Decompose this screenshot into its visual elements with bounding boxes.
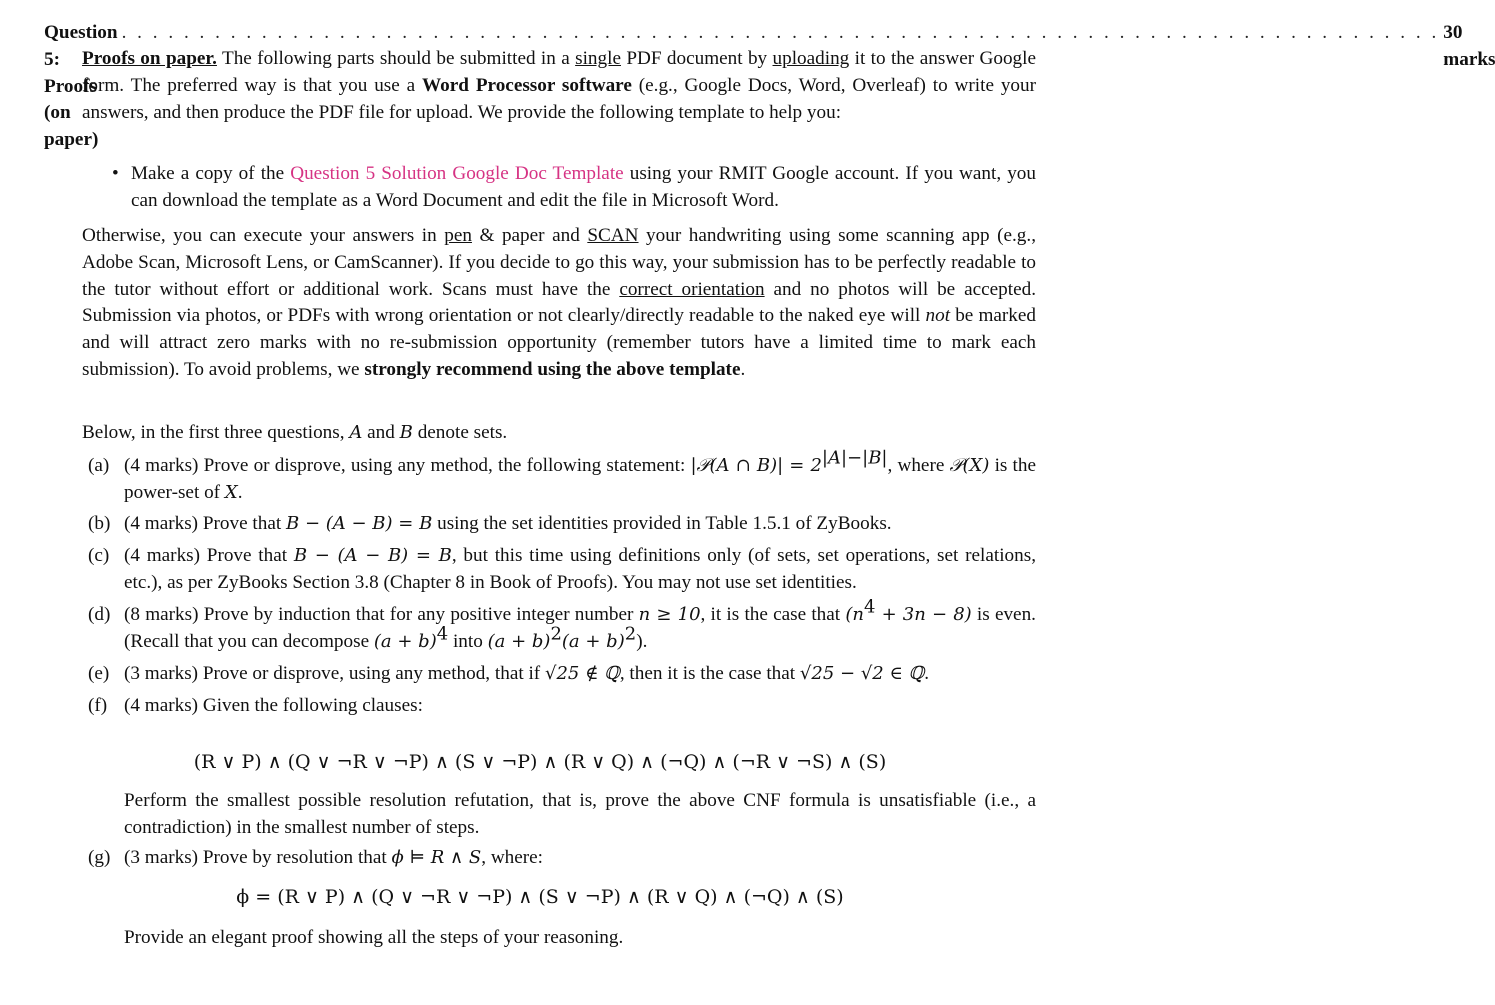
math-expr: B − (A − B) = B [286,513,433,534]
item-text-part: ). [636,630,648,652]
intro-lead: Proofs on paper. [82,48,217,69]
question-item-g-continued [88,925,1036,952]
item-text-part: into [448,630,488,652]
otherwise-text: be marked and will attract zero marks with no re-submission opportunity (remember tutors have a limited time to mark each submission). To avoid problems, we [82,305,1036,380]
item-text-part: . [924,663,929,684]
otherwise-text: your handwriting using some scanning app (e.g., Adobe Scan, Microsoft Lens, or CamScanner). If you decide to go this way, your submission has to be perfectly readable to the tutor without effort or additional work. Scans must have the [82,225,1036,300]
item-label: (e) [88,663,110,684]
bullet-text [131,161,1036,215]
item-text-part: (8 marks) Prove by induction that for any positive integer number [124,604,639,625]
otherwise-paragraph [82,223,1036,384]
item-text-part: (3 marks) Prove or disprove, using any method, that if [124,663,545,684]
item-label: (a) [88,455,110,476]
item-text-part: , but this time using definitions only (of sets, set operations, set relations, etc.), as per ZyBooks Section 3.8 (Chapter 8 in Book of Proofs). You may not use set identities. [124,545,1036,593]
math-sup: 2 [624,623,637,645]
math-expr: B − (A − B) = B [293,545,452,566]
item-label: (b) [88,513,111,534]
math-expr: X [224,481,238,503]
item-text-part: is the power-set of [124,455,1036,503]
math-expr: (a + b) [561,630,625,652]
formula-text: (R ∨ P) ∧ (Q ∨ ¬R ∨ ¬P) ∧ (S ∨ ¬P) ∧ (R ∨ Q) ∧ (¬Q) ∧ (¬R ∨ ¬S) ∧ (S) [193,751,887,773]
below-text: denote sets. [412,422,508,443]
item-text-part: is even. (Recall that you can decompose [124,604,1036,652]
intro-wps: Word Processor software [422,74,632,96]
math-sup: |A|−|B| [821,447,888,469]
otherwise-orientation: correct orientation [619,278,765,300]
otherwise-text: Otherwise, you can execute your answers in [82,225,445,246]
bullet-dot: • [112,163,119,184]
otherwise-scan: SCAN [587,225,639,246]
item-text-part: (4 marks) Prove or disprove, using any method, the following statement: [124,455,691,476]
item-text [124,543,1036,597]
item-text-part: (4 marks) Prove that [124,545,294,566]
item-text-part: . [237,481,243,503]
item-label: (c) [88,545,110,566]
math-expr: √25 ∉ ℚ [544,663,620,684]
item-text [124,596,1036,656]
math-expr: 𝒫(X) [949,455,990,476]
question-item-d [88,596,1036,656]
item-text-part: , it is the case that [700,604,846,625]
math-expr: (a + b) [373,630,437,652]
item-label: (g) [88,847,111,868]
math-expr: + 3n − 8) [875,604,972,625]
item-text [124,845,1036,872]
question-item-e [88,661,1036,688]
list-item [112,161,1036,215]
intro-text: (e.g., Google Docs, Word, Overleaf) to write your answers, and then produce the PDF file for upload. We provide the following template to help you: [82,74,1036,123]
bullet-text-part: Make a copy of the [131,163,291,184]
item-text [124,511,1036,538]
set-a: A [349,422,363,443]
item-label: (d) [88,604,111,625]
question-item-a [88,447,1036,507]
item-text-part: using the set identities provided in Table 1.5.1 of ZyBooks. [432,513,892,534]
item-text: (4 marks) Given the following clauses: [124,695,423,716]
otherwise-pen: pen [444,225,472,246]
bullet-text-part: using your RMIT Google account. If you want, you can download the template as a Word Document and edit the file in Microsoft Word. [131,163,1036,211]
question-item-f [88,693,1036,720]
otherwise-strong: strongly recommend using the above template [364,358,741,380]
below-text: Below, in the first three questions, [82,422,350,443]
item-text-part: (4 marks) Prove that [124,513,286,534]
template-link[interactable]: Question 5 Solution Google Doc Template [290,163,624,184]
otherwise-text: and no photos will be accepted. Submission via photos, or PDFs with wrong orientation or not clearly/directly readable to the naked eye will [82,278,1037,327]
leader-dots: . . . . . . . . . . . . . . . . . . . . . . . . . . . . . . . . . . . . . . . . . . . . . . . . . . . . . . . . . . . . . . . . . . . . . . . . . . . . . . . . . . . . . [121,22,1440,43]
intro-paragraph [82,46,1036,126]
item-text [124,661,1036,688]
math-expr: (n [845,604,864,625]
intro-text: it to the answer Google form. The preferred way is that you use a [82,48,1036,96]
item-label: (f) [88,695,108,716]
item-text: Perform the smallest possible resolution refutation, that is, prove the above CNF formula is unsatisfiable (i.e., a contradiction) in the smallest number of steps. [124,790,1036,838]
item-text-part: , where: [481,847,544,868]
math-expr: √25 − √2 ∈ ℚ [799,663,925,684]
math-expr: n ≥ 10 [638,604,701,625]
question-item-c [88,543,1036,597]
cnf-formula-f [0,749,1080,777]
otherwise-not: not [925,305,951,327]
formula-text: ϕ = (R ∨ P) ∧ (Q ∨ ¬R ∨ ¬P) ∧ (S ∨ ¬P) ∧ (R ∨ Q) ∧ (¬Q) ∧ (S) [236,886,844,908]
cnf-formula-g [0,884,1080,912]
question-marks: 30 marks [1443,22,1495,70]
item-text-part: (3 marks) Prove by resolution that [124,847,392,868]
math-expr: ϕ ⊨ R ∧ S [391,847,482,868]
otherwise-text: & paper and [471,225,588,246]
question-item-g [88,845,1036,872]
intro-single: single [575,48,621,69]
set-b: B [399,422,413,443]
math-expr: (a + b) [487,630,551,652]
math-sup: 4 [436,623,449,645]
intro-text: PDF document by [620,48,773,69]
otherwise-text: . [740,358,746,380]
below-paragraph [82,420,1036,447]
math-expr: |𝒫(A ∩ B)| = 2 [690,455,822,476]
item-text [124,447,1036,507]
question-item-f-continued [88,788,1036,842]
item-text: Provide an elegant proof showing all the steps of your reasoning. [124,927,624,948]
item-text-part: , then it is the case that [619,663,800,684]
below-text: and [362,422,400,443]
question-title: Question 5: Proofs (on paper) [44,22,118,151]
item-text-part: , where [887,455,950,476]
math-sup: 4 [863,596,876,618]
math-sup: 2 [550,623,562,645]
question-item-b [88,511,1036,538]
intro-text: The following parts should be submitted in a [216,48,576,69]
intro-uploading: uploading [772,48,850,69]
